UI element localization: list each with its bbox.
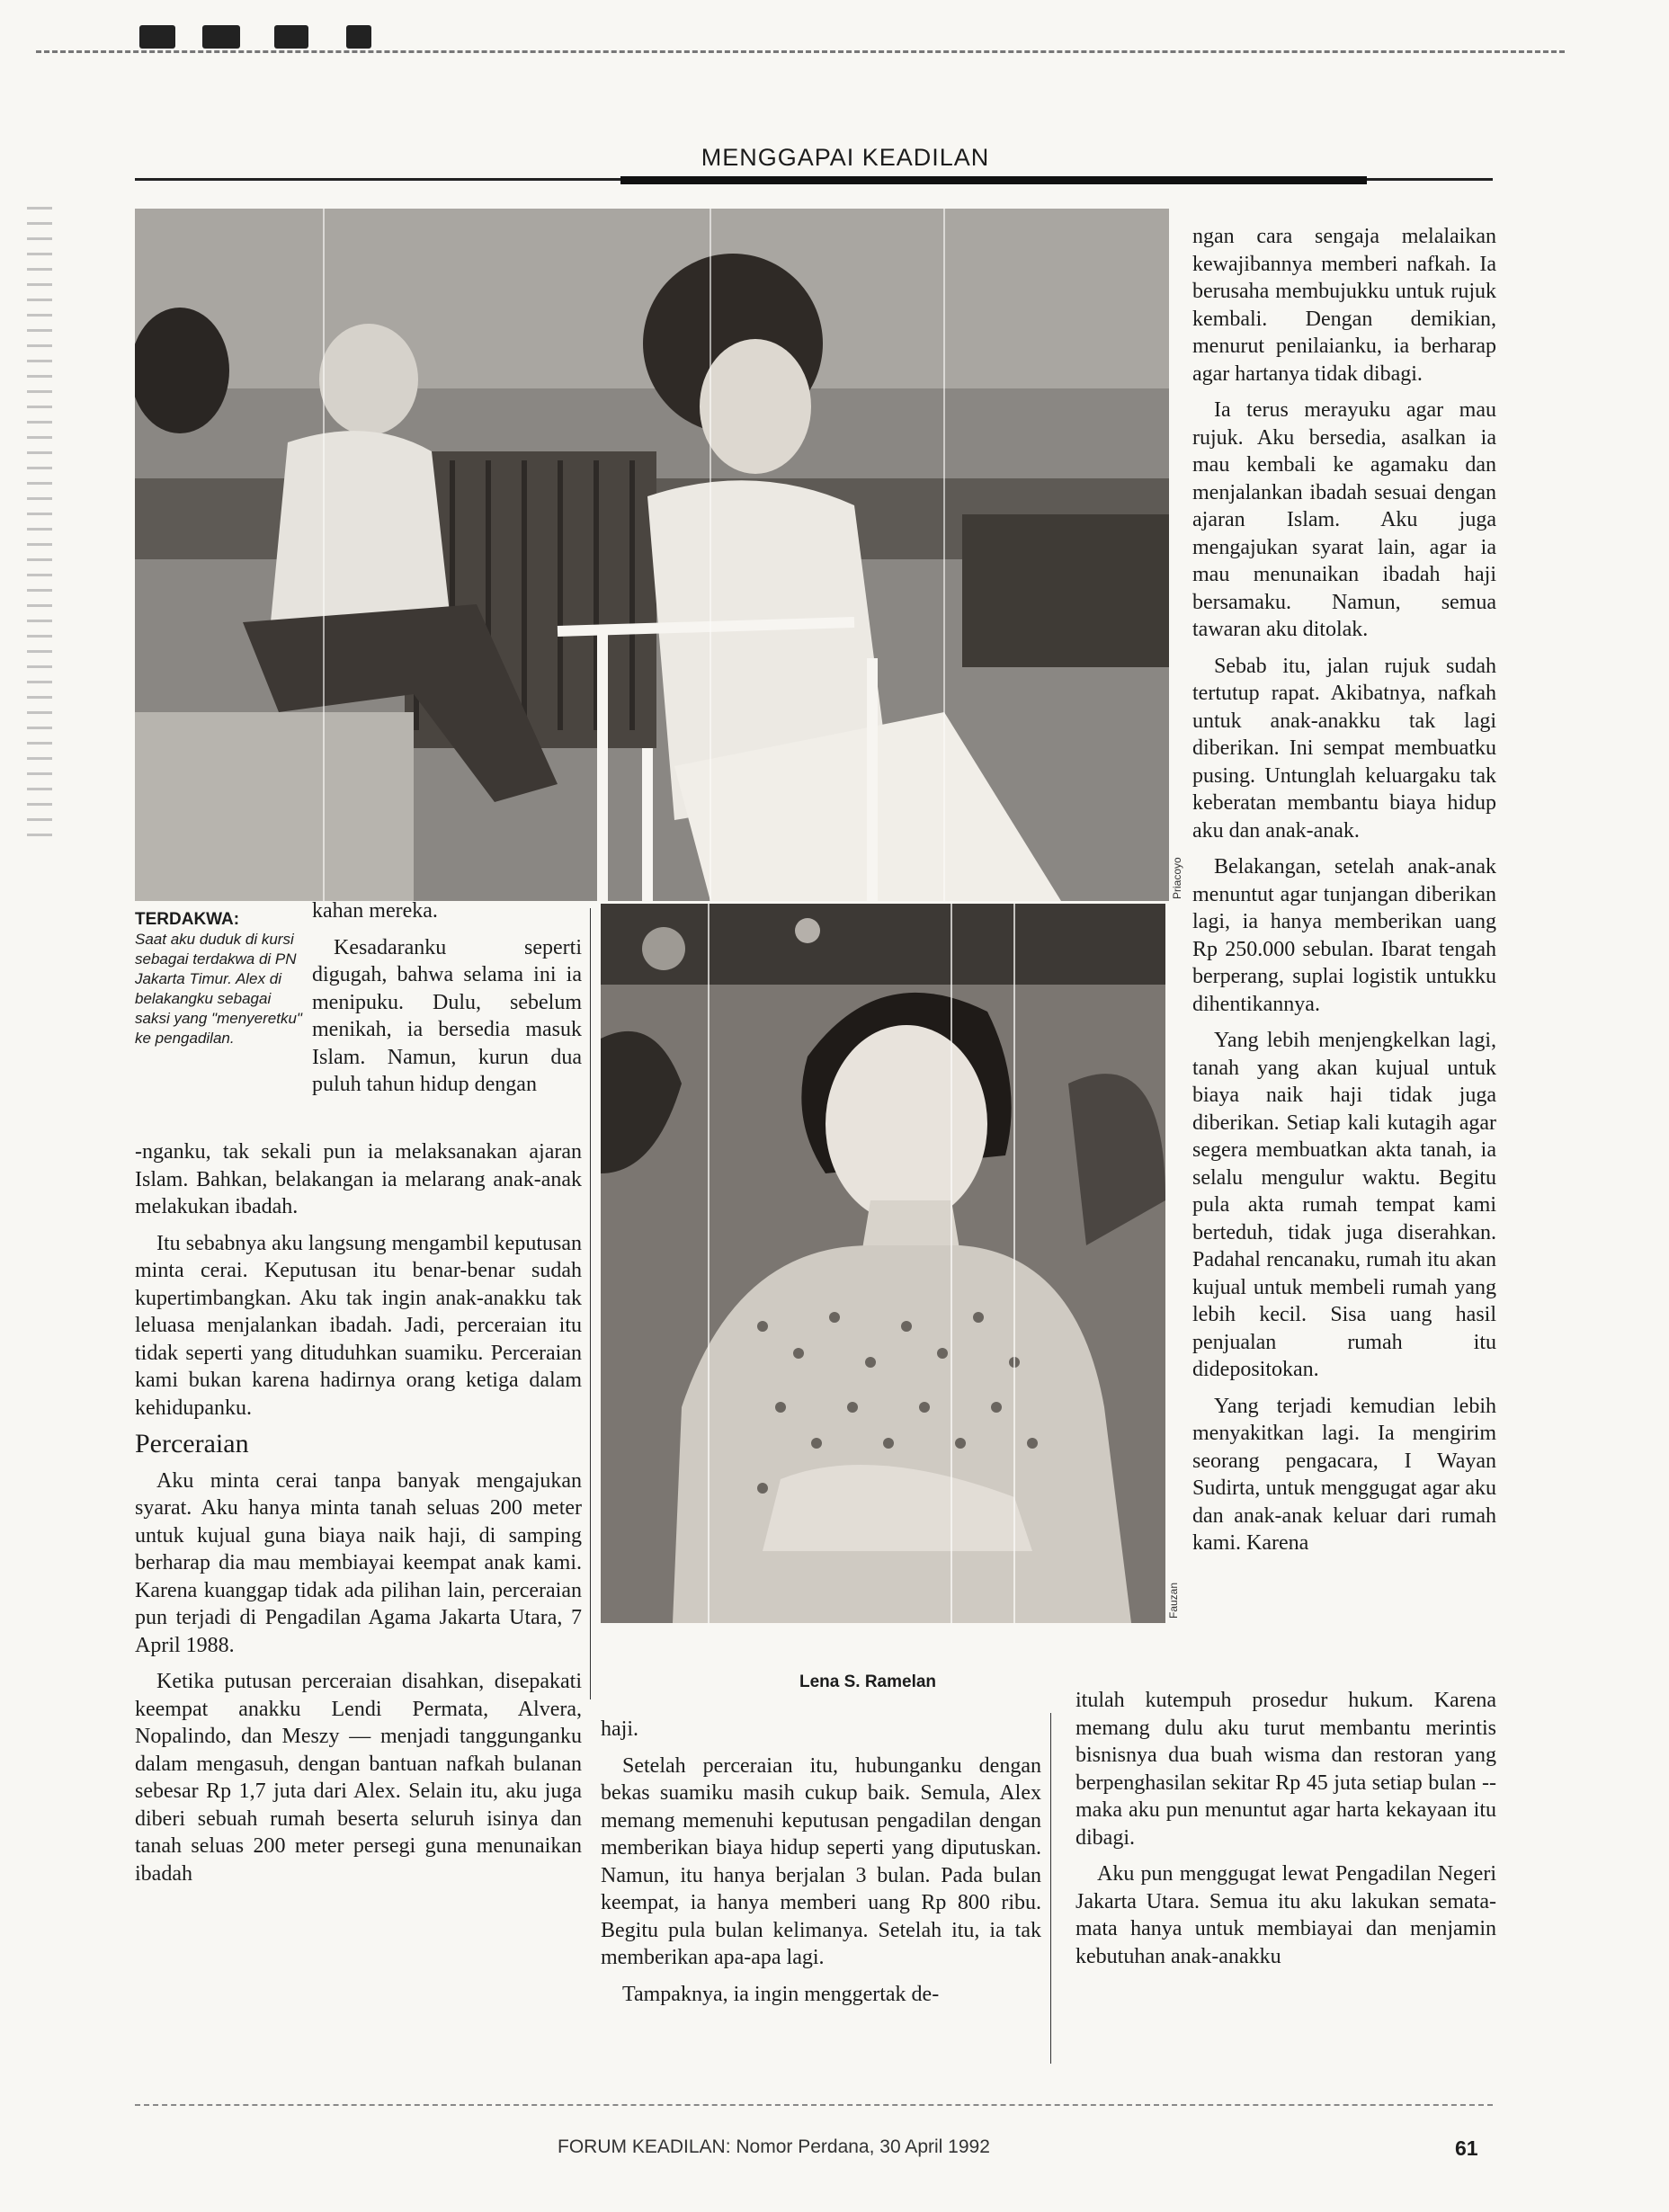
scan-artifact-margin bbox=[27, 207, 52, 836]
paragraph: itulah kutempuh prosedur hukum. Karena memang dulu aku turut membantu merintis bisnisnya dua buah wisma dan restoran yang berpenghasilan sekitar Rp 45 juta setiap bulan -- maka aku pun menuntut agar harta kekayaan itu dibagi. bbox=[1075, 1689, 1496, 1850]
paragraph: Tampaknya, ia ingin menggertak de- bbox=[622, 1982, 940, 2006]
paragraph: -nganku, tak sekali pun ia melaksanakan ajaran Islam. Bahkan, belakangan ia melarang anak-anak melakukan ibadah. bbox=[135, 1140, 582, 1218]
column-b-bottom bbox=[601, 1716, 1041, 2008]
portrait-photo bbox=[601, 904, 1165, 1623]
caption-title: TERDAKWA: bbox=[135, 910, 240, 929]
column-b-top bbox=[312, 897, 582, 1099]
paragraph: Ketika putusan perceraian disahkan, disepakati keempat anakku Lendi Permata, Alvera, Nopalindo, dan Meszy — menjadi tanggunganku dalam mengasuh, dengan bantuan nafkah bulanan sebesar Rp 1,7 juta dari Alex. Selain itu, aku juga diberi sebuah rumah beserta seluruh isinya dan tanah seluas 200 meter persegi guna menunaikan ibadah bbox=[135, 1670, 582, 1886]
paragraph: Yang terjadi kemudian lebih menyakitkan lagi. Ia mengirim seorang pengacara, I Wayan Sudirta, untuk menggugat agar aku dan anak-anak keluar dari rumah kami. Karena bbox=[1192, 1394, 1496, 1555]
scan-artifact-top bbox=[36, 18, 1619, 54]
column-c-top bbox=[1192, 223, 1496, 1557]
paragraph: kahan mereka. bbox=[312, 899, 438, 923]
paragraph: Ia terus merayuku agar mau rujuk. Aku bersedia, asalkan ia mau kembali ke agamaku dan menjalankan ibadah sesuai dengan ajaran Islam. Aku juga mengajukan syarat lain, agar ia mau menunaikan ibadah haji bersamaku. Namun, semua tawaran aku ditolak. bbox=[1192, 398, 1496, 641]
photo-credit-1: Priacoyo bbox=[1171, 857, 1183, 899]
header-rule-bold bbox=[620, 176, 1367, 184]
paragraph: Itu sebabnya aku langsung mengambil keputusan minta cerai. Keputusan itu benar-benar sudah kupertimbangkan. Aku tak ingin anak-anakku tak leluasa menjalankan ibadah. Jadi, perceraian itu tidak seperti yang dituduhkan suamiku. Perceraian kami bukan karena hadirnya orang ketiga dalam kehidupanku. bbox=[135, 1231, 582, 1420]
paragraph: Belakangan, setelah anak-anak menuntut agar tunjangan diberikan lagi, ia hanya memberikan uang Rp 250.000 sebulan. Ibarat tengah berperang, suplai logistik untukku dihentikannya. bbox=[1192, 855, 1496, 1016]
paragraph: Kesadaranku seperti digugah, bahwa selama ini ia menipuku. Dulu, sebelum menikah, ia bersedia masuk Islam. Namun, kurun dua puluh tahun hidup dengan bbox=[312, 935, 582, 1096]
column-divider bbox=[1050, 1713, 1051, 2064]
paragraph: Setelah perceraian itu, hubunganku dengan bekas suamiku masih cukup baik. Semula, Alex memang memenuhi keputusan pengadilan dengan memberikan biaya hidup seperti yang diputuskan. Namun, itu hanya berjalan 3 bulan. Pada bulan keempat, ia hanya memberi uang Rp 800 ribu. Begitu pula bulan kelimanya. Setelah itu, ia tak memberikan apa-apa lagi. bbox=[601, 1753, 1041, 1969]
section-title: MENGGAPAI KEADILAN bbox=[701, 144, 990, 171]
column-a bbox=[135, 1138, 582, 1887]
column-c-bottom bbox=[1075, 1687, 1496, 1970]
courtroom-photo bbox=[135, 209, 1169, 901]
paragraph: Aku minta cerai tanpa banyak mengajukan syarat. Aku hanya minta tanah seluas 200 meter untuk kujual guna biaya naik haji, di samping berharap dia mau membiayai keempat anak kami. Karena kuanggap tidak ada pilihan lain, perceraian pun terjadi di Pengadilan Agama Jakarta Utara, 7 April 1988. bbox=[135, 1468, 582, 1657]
paragraph: Sebab itu, jalan rujuk sudah tertutup rapat. Akibatnya, nafkah untuk anak-anakku tak lagi diberikan. Ini sempat membuatku pusing. Untunglah keluargaku tak keberatan membantu biaya hidup aku dan anak-anak. bbox=[1192, 654, 1496, 843]
photo-credit-2: Fauzan bbox=[1167, 1582, 1180, 1619]
subheading: Perceraian bbox=[135, 1429, 249, 1458]
page-number: 61 bbox=[1455, 2136, 1478, 2160]
portrait-label: Lena S. Ramelan bbox=[799, 1672, 937, 1691]
column-divider bbox=[590, 908, 591, 1699]
publication-footer: FORUM KEADILAN: Nomor Perdana, 30 April 1992 bbox=[558, 2136, 990, 2157]
caption-text: Saat aku duduk di kursi sebagai terdakwa di PN Jakarta Timur. Alex di belakangku sebagai saksi yang "menyeretku" ke pengadilan. bbox=[135, 931, 302, 1047]
paragraph: Aku pun menggugat lewat Pengadilan Negeri Jakarta Utara. Semua itu aku lakukan semata-mata hanya untuk membiayai dan menjamin kebutuhan anak-anakku bbox=[1075, 1862, 1496, 1968]
paragraph: ngan cara sengaja melalaikan kewajibannya memberi nafkah. Ia berusaha membujukku untuk rujuk kembali. Dengan demikian, menurut penilaianku, ia berharap agar hartanya tidak dibagi. bbox=[1192, 225, 1496, 386]
paragraph: Yang lebih menjengkelkan lagi, tanah yang akan kujual untuk biaya naik haji tidak juga diberikan. Setiap kali kutagih agar segera membuatkan akta tanah, ia selalu mengulur waktu. Begitu pula akta rumah tempat kami berteduh, tidak juga diserahkan. Padahal rencanaku, rumah itu akan kujual untuk membeli rumah yang lebih kecil. Sisa uang hasil penjualan rumah itu didepositokan. bbox=[1192, 1029, 1496, 1381]
photo-caption bbox=[135, 910, 304, 1048]
paragraph: haji. bbox=[601, 1717, 638, 1741]
footer-rule bbox=[135, 2104, 1493, 2106]
